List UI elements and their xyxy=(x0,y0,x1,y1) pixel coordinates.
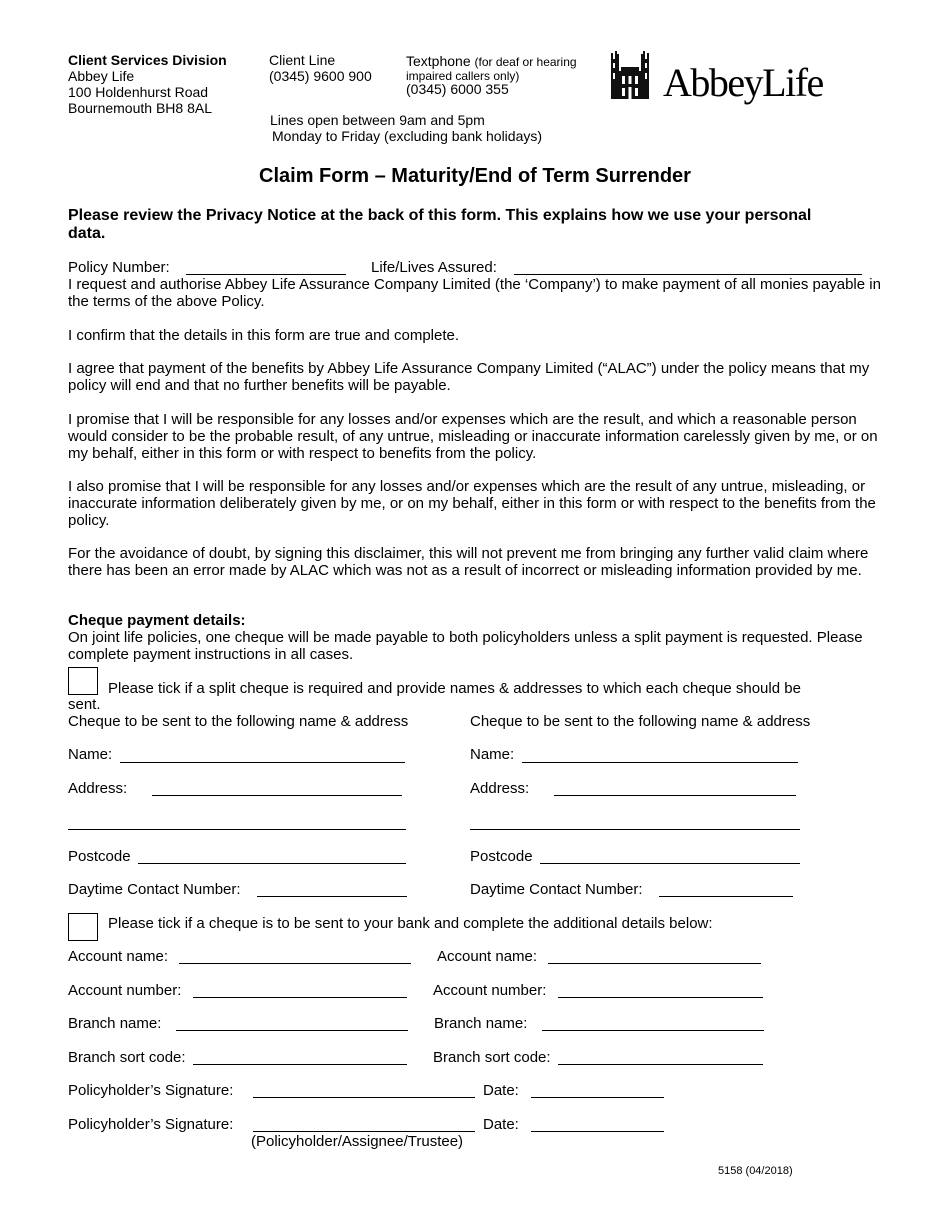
sort-code-field-right[interactable] xyxy=(558,1064,763,1065)
cheque-left-heading: Cheque to be sent to the following name & address xyxy=(68,713,409,730)
cheque-right-heading: Cheque to be sent to the following name & address xyxy=(470,713,811,730)
account-number-field-left[interactable] xyxy=(193,997,407,998)
bank-cheque-checkbox[interactable] xyxy=(68,913,98,941)
postcode-field-left[interactable] xyxy=(138,863,406,864)
address-line-3: Bournemouth BH8 8AL xyxy=(68,100,212,116)
account-number-label-left: Account number: xyxy=(68,982,182,999)
address-field-right-1[interactable] xyxy=(554,795,796,796)
abbey-building-logo-icon xyxy=(609,49,651,103)
client-line-label: Client Line xyxy=(269,52,336,68)
client-line-number: (0345) 9600 900 xyxy=(269,68,372,84)
address-label-right: Address: xyxy=(470,780,530,797)
postcode-field-right[interactable] xyxy=(540,863,800,864)
split-cheque-checkbox[interactable] xyxy=(68,667,98,695)
account-name-field-right[interactable] xyxy=(548,963,761,964)
disclaimer-paragraph: For the avoidance of doubt, by signing this disclaimer, this will not prevent me from bringing any further valid claim where there has been an error made by ALAC which was not as a result of incorrect or misleading information provided by me. xyxy=(68,545,869,579)
branch-name-label-left: Branch name: xyxy=(68,1015,162,1032)
brand-logo-text: AbbeyLife xyxy=(663,60,823,105)
lives-assured-label: Life/Lives Assured: xyxy=(371,259,497,276)
account-name-label-left: Account name: xyxy=(68,948,169,965)
confirm-paragraph: I confirm that the details in this form are true and complete. xyxy=(68,327,460,344)
name-field-right[interactable] xyxy=(522,762,798,763)
deliberate-liability-paragraph: I also promise that I will be responsible for any losses and/or expenses which are the result of any untrue, misleading, or inaccurate information deliberately given by me, or on my behalf, either in this form or with respect to the benefits from the policy. xyxy=(68,478,876,529)
name-label-left: Name: xyxy=(68,746,113,763)
branch-name-label-right: Branch name: xyxy=(434,1015,528,1032)
signature-field-2[interactable] xyxy=(253,1131,475,1132)
authorise-paragraph: I request and authorise Abbey Life Assurance Company Limited (the ‘Company’) to make payment of all monies payable in the terms of the above Policy. xyxy=(68,276,881,310)
postcode-label-right: Postcode xyxy=(470,848,533,865)
date-label-1: Date: xyxy=(483,1082,519,1099)
address-field-left-1[interactable] xyxy=(152,795,402,796)
textphone-label: Textphone xyxy=(406,53,471,69)
split-cheque-label: Please tick if a split cheque is required and provide names & addresses to which each cheque should be xyxy=(108,680,801,697)
textphone-number: (0345) 6000 355 xyxy=(406,81,509,97)
account-number-label-right: Account number: xyxy=(433,982,547,999)
postcode-label-left: Postcode xyxy=(68,848,131,865)
account-name-label-right: Account name: xyxy=(437,948,538,965)
privacy-notice: Please review the Privacy Notice at the back of this form. This explains how we use your personal data. xyxy=(68,207,812,242)
signature-role-note: (Policyholder/Assignee/Trustee) xyxy=(251,1133,464,1150)
policy-number-field[interactable] xyxy=(186,274,346,275)
division-name: Client Services Division xyxy=(68,52,227,68)
contact-label-left: Daytime Contact Number: xyxy=(68,881,241,898)
hours-line-1: Lines open between 9am and 5pm xyxy=(270,112,485,128)
account-name-field-left[interactable] xyxy=(179,963,411,964)
address-field-left-2[interactable] xyxy=(68,829,406,830)
sort-code-label-left: Branch sort code: xyxy=(68,1049,186,1066)
hours-line-2: Monday to Friday (excluding bank holidays) xyxy=(272,128,543,144)
bank-cheque-label: Please tick if a cheque is to be sent to your bank and complete the additional details below: xyxy=(108,915,713,932)
signature-label-2: Policyholder’s Signature: xyxy=(68,1116,234,1133)
split-cheque-label-cont: sent. xyxy=(68,696,101,713)
lives-assured-field[interactable] xyxy=(514,274,862,275)
signature-field-1[interactable] xyxy=(253,1097,475,1098)
address-line-2: 100 Holdenhurst Road xyxy=(68,84,209,100)
date-field-2[interactable] xyxy=(531,1131,664,1132)
contact-field-left[interactable] xyxy=(257,896,407,897)
sort-code-field-left[interactable] xyxy=(193,1064,407,1065)
address-label-left: Address: xyxy=(68,780,128,797)
sort-code-label-right: Branch sort code: xyxy=(433,1049,551,1066)
signature-label-1: Policyholder’s Signature: xyxy=(68,1082,234,1099)
careless-liability-paragraph: I promise that I will be responsible for any losses and/or expenses which are the result, and which a reasonable person would consider to be the probable result, of any untrue, misleading or inaccurate information carelessly given by me, or on my behalf, either in this form or with respect to benefits from the policy. xyxy=(68,411,878,462)
branch-name-field-right[interactable] xyxy=(542,1030,764,1031)
contact-label-right: Daytime Contact Number: xyxy=(470,881,643,898)
page-title: Claim Form – Maturity/End of Term Surrender xyxy=(259,165,691,187)
textphone-note-2: impaired callers only) xyxy=(406,69,520,83)
form-reference: 5158 (04/2018) xyxy=(718,1165,793,1177)
name-field-left[interactable] xyxy=(120,762,405,763)
account-number-field-right[interactable] xyxy=(558,997,763,998)
branch-name-field-left[interactable] xyxy=(176,1030,408,1031)
textphone-note: (for deaf or hearing xyxy=(474,55,577,69)
date-label-2: Date: xyxy=(483,1116,519,1133)
contact-field-right[interactable] xyxy=(659,896,793,897)
address-field-right-2[interactable] xyxy=(470,829,800,830)
address-line-1: Abbey Life xyxy=(68,68,135,84)
cheque-intro: On joint life policies, one cheque will be made payable to both policyholders unless a split payment is requested. Please complete payment instructions in all cases. xyxy=(68,629,863,663)
name-label-right: Name: xyxy=(470,746,515,763)
policy-number-label: Policy Number: xyxy=(68,259,170,276)
agree-paragraph: I agree that payment of the benefits by Abbey Life Assurance Company Limited (“ALAC”) under the policy means that my policy will end and that no further benefits will be payable. xyxy=(68,360,870,394)
cheque-heading: Cheque payment details: xyxy=(68,612,246,629)
date-field-1[interactable] xyxy=(531,1097,664,1098)
